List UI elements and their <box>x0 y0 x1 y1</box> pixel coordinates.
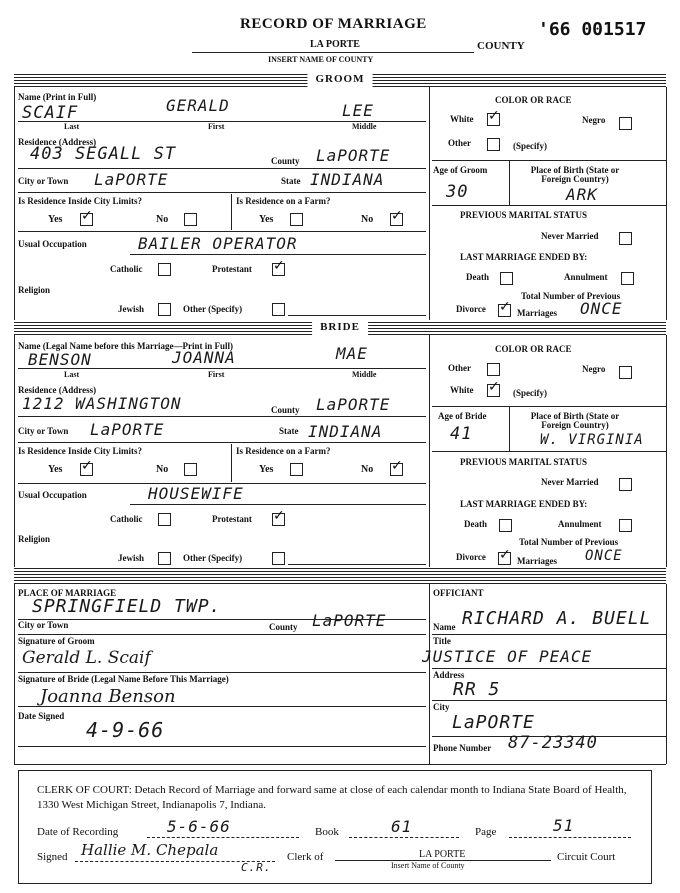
bride-last-name: BENSON <box>28 350 92 369</box>
page-number: 51 <box>553 816 575 835</box>
bride-middle-name: MAE <box>336 344 368 363</box>
groom-residence-label: Residence (Address) <box>18 137 97 147</box>
clerk-instructions: CLERK OF COURT: Detach Record of Marriage and forward same at close of each calendar month to Indiana State Board of Health, 1330 West Michigan Street, Indianapolis 7, Indiana. <box>37 784 627 811</box>
bride-last-marriage-label: LAST MARRIAGE ENDED BY: <box>460 499 588 509</box>
bride-state: INDIANA <box>308 422 383 441</box>
groom-white-label: White <box>450 114 474 124</box>
groom-never-married-checkbox[interactable] <box>619 232 632 245</box>
bride-residence-label: Residence (Address) <box>18 385 97 395</box>
groom-occupation: BAILER OPERATOR <box>138 234 298 253</box>
clerk-county: LA PORTE <box>419 849 466 860</box>
bride-first-label: First <box>208 370 225 379</box>
officiant-phone-label: Phone Number <box>433 743 492 753</box>
groom-protestant-checkbox[interactable]: ✓ <box>273 258 285 274</box>
bride-never-married-checkbox[interactable] <box>619 478 632 491</box>
groom-birth-label: Place of Birth (State or Foreign Country) <box>530 165 620 184</box>
bride-death-checkbox[interactable] <box>499 519 512 532</box>
groom-name-label: Name (Print in Full) <box>18 92 97 102</box>
header-county-value: LA PORTE <box>310 39 360 50</box>
groom-age-label: Age of Groom <box>433 165 488 175</box>
groom-farm-no-label: No <box>361 214 374 225</box>
header-insert-label: INSERT NAME OF COUNTY <box>268 55 374 64</box>
groom-residence: 403 SEGALL ST <box>30 144 177 164</box>
bride-divorce-checkbox[interactable]: ✓ <box>499 547 511 563</box>
page-label: Page <box>475 826 497 838</box>
officiant-address-label: Address <box>433 670 465 680</box>
officiant-name-label: Name <box>433 622 456 632</box>
circuit-court-label: Circuit Court <box>557 851 616 863</box>
officiant-city: LaPORTE <box>452 712 535 733</box>
bride-farm-yes-checkbox[interactable] <box>290 463 303 476</box>
bride-never-married-label: Never Married <box>541 477 599 487</box>
bride-total-label: Total Number of Previous <box>519 537 619 547</box>
bride-annulment-checkbox[interactable] <box>619 519 632 532</box>
signed-label: Signed <box>37 851 68 863</box>
groom-city-label: City or Town <box>18 176 69 186</box>
groom-jewish-checkbox[interactable] <box>158 303 171 316</box>
groom-farm-yes-checkbox[interactable] <box>290 213 303 226</box>
bride-farm-no-label: No <box>361 464 374 475</box>
groom-annulment-label: Annulment <box>564 272 608 282</box>
groom-first-name: GERALD <box>166 96 230 115</box>
groom-other-race-label: Other <box>448 138 471 148</box>
groom-city: LaPORTE <box>94 170 169 189</box>
bride-marriages-count: ONCE <box>585 548 623 564</box>
clerk-box <box>18 770 652 884</box>
groom-protestant-label: Protestant <box>212 264 252 274</box>
bride-residence: 1212 WASHINGTON <box>22 394 182 413</box>
bride-birth-label: Place of Birth (State or Foreign Country) <box>530 411 620 430</box>
book-label: Book <box>315 826 339 838</box>
bride-city-label: City or Town <box>18 426 69 436</box>
bride-name-label: Name (Legal Name before this Marriage—Print in Full) <box>18 341 234 351</box>
bride-occupation-label: Usual Occupation <box>18 490 87 500</box>
groom-never-married-label: Never Married <box>541 231 599 241</box>
bride-section-bar <box>14 320 666 335</box>
officiant-phone: 87-23340 <box>508 733 598 753</box>
recording-date: 5-6-66 <box>167 817 231 836</box>
groom-white-checkbox[interactable]: ✓ <box>488 108 500 124</box>
bride-other-religion-checkbox[interactable] <box>272 552 285 565</box>
groom-divorce-checkbox[interactable]: ✓ <box>499 299 511 315</box>
bride-white-checkbox[interactable]: ✓ <box>488 379 500 395</box>
date-signed-label: Date Signed <box>18 711 65 721</box>
bride-occupation: HOUSEWIFE <box>148 484 244 503</box>
bride-specify-label: (Specify) <box>513 388 547 398</box>
bride-farm-yes-label: Yes <box>259 464 274 475</box>
bride-annulment-label: Annulment <box>558 519 602 529</box>
bride-protestant-label: Protestant <box>212 514 252 524</box>
bride-city-no-checkbox[interactable] <box>184 463 197 476</box>
clerk-signature: Hallie M. Chepala <box>81 841 219 859</box>
groom-last-marriage-label: LAST MARRIAGE ENDED BY: <box>460 252 588 262</box>
groom-divorce-label: Divorce <box>456 304 486 314</box>
bride-divorce-label: Divorce <box>456 552 486 562</box>
bride-city: LaPORTE <box>90 420 165 439</box>
serial-number: '66 001517 <box>538 19 647 40</box>
groom-color-label: COLOR OR RACE <box>495 95 572 105</box>
groom-farm-yes-label: Yes <box>259 214 274 225</box>
bride-farm-no-checkbox[interactable]: ✓ <box>391 458 403 474</box>
groom-signature: Gerald L. Scaif <box>22 648 151 668</box>
bride-age: 41 <box>450 424 473 444</box>
bride-marriages-label: Marriages <box>517 556 557 566</box>
bride-state-label: State <box>279 426 299 436</box>
groom-annulment-checkbox[interactable] <box>621 272 634 285</box>
officiant-address: RR 5 <box>453 679 501 700</box>
groom-farm-label: Is Residence on a Farm? <box>236 196 331 206</box>
bride-signature: Joanna Benson <box>40 686 176 707</box>
groom-city-no-label: No <box>156 214 169 225</box>
officiant-title: JUSTICE OF PEACE <box>422 647 593 666</box>
bride-city-no-label: No <box>156 464 169 475</box>
bride-marital-label: PREVIOUS MARITAL STATUS <box>460 457 588 467</box>
groom-last-label: Last <box>64 122 80 131</box>
groom-other-religion-label: Other (Specify) <box>183 304 243 314</box>
marriage-section-bar <box>14 568 666 584</box>
groom-first-label: First <box>208 122 225 131</box>
header-county-label: COUNTY <box>477 40 525 52</box>
groom-specify-label: (Specify) <box>513 141 547 151</box>
groom-middle-name: LEE <box>342 101 374 120</box>
groom-negro-label: Negro <box>582 115 606 125</box>
groom-city-yes-checkbox[interactable]: ✓ <box>81 208 93 224</box>
marriage-county-label: County <box>269 622 298 632</box>
bride-catholic-checkbox[interactable] <box>158 513 171 526</box>
groom-county: LaPORTE <box>316 146 391 165</box>
groom-negro-checkbox[interactable] <box>619 117 632 130</box>
groom-catholic-checkbox[interactable] <box>158 263 171 276</box>
groom-city-yes-label: Yes <box>48 214 63 225</box>
document-title: RECORD OF MARRIAGE <box>240 16 427 32</box>
bride-signature-label: Signature of Bride (Legal Name Before This Marriage) <box>18 674 229 684</box>
groom-other-religion-checkbox[interactable] <box>272 303 285 316</box>
clerk-signature-suffix: C.R. <box>241 861 272 874</box>
groom-birth: ARK <box>566 185 598 204</box>
bride-section-label: BRIDE <box>312 320 368 335</box>
groom-section-label: GROOM <box>308 72 373 87</box>
marriage-county: LaPORTE <box>312 611 387 630</box>
groom-marriages-count: ONCE <box>580 299 623 318</box>
bride-negro-label: Negro <box>582 364 606 374</box>
bride-middle-label: Middle <box>352 370 377 379</box>
groom-section-bar <box>14 72 666 87</box>
officiant-label: OFFICIANT <box>433 588 484 598</box>
bride-city-yes-label: Yes <box>48 464 63 475</box>
date-signed: 4-9-66 <box>86 718 165 742</box>
bride-county-label: County <box>271 405 300 415</box>
bride-first-name: JOANNA <box>172 348 236 367</box>
bride-birth: W. VIRGINIA <box>540 432 644 448</box>
bride-death-label: Death <box>464 519 487 529</box>
bride-farm-label: Is Residence on a Farm? <box>236 446 331 456</box>
officiant-city-label: City <box>433 702 450 712</box>
groom-inside-city-label: Is Residence Inside City Limits? <box>18 196 143 206</box>
groom-catholic-label: Catholic <box>110 264 143 274</box>
groom-marital-label: PREVIOUS MARITAL STATUS <box>460 210 588 220</box>
groom-death-checkbox[interactable] <box>500 272 513 285</box>
bride-white-label: White <box>450 385 474 395</box>
place-of-marriage-label: PLACE OF MARRIAGE <box>18 588 117 598</box>
recording-date-label: Date of Recording <box>37 826 119 838</box>
book-number: 61 <box>391 817 413 836</box>
groom-county-label: County <box>271 156 300 166</box>
bride-jewish-label: Jewish <box>118 553 145 563</box>
groom-city-no-checkbox[interactable] <box>184 213 197 226</box>
groom-religion-label: Religion <box>18 285 51 295</box>
officiant-name: RICHARD A. BUELL <box>462 608 652 629</box>
clerk-insert-label: Insert Name of County <box>391 861 465 870</box>
groom-age: 30 <box>446 182 469 202</box>
groom-jewish-label: Jewish <box>118 304 145 314</box>
bride-inside-city-label: Is Residence Inside City Limits? <box>18 446 143 456</box>
bride-age-label: Age of Bride <box>438 411 487 421</box>
bride-city-yes-checkbox[interactable]: ✓ <box>81 458 93 474</box>
groom-signature-label: Signature of Groom <box>18 636 95 646</box>
officiant-title-label: Title <box>433 636 451 646</box>
bride-color-label: COLOR OR RACE <box>495 344 572 354</box>
groom-farm-no-checkbox[interactable]: ✓ <box>391 208 403 224</box>
groom-state: INDIANA <box>310 170 385 189</box>
groom-other-race-checkbox[interactable] <box>487 138 500 151</box>
bride-religion-label: Religion <box>18 534 51 544</box>
clerk-of-label: Clerk of <box>287 851 324 863</box>
groom-state-label: State <box>281 176 301 186</box>
bride-negro-checkbox[interactable] <box>619 366 632 379</box>
marriage-city-label: City or Town <box>18 620 69 630</box>
bride-last-label: Last <box>64 370 80 379</box>
groom-total-label: Total Number of Previous <box>521 291 621 301</box>
bride-other-religion-label: Other (Specify) <box>183 553 243 563</box>
place-of-marriage: SPRINGFIELD TWP. <box>32 596 222 617</box>
bride-other-race-label: Other <box>448 363 471 373</box>
bride-jewish-checkbox[interactable] <box>158 552 171 565</box>
bride-protestant-checkbox[interactable]: ✓ <box>273 508 285 524</box>
bride-county: LaPORTE <box>316 395 391 414</box>
bride-other-race-checkbox[interactable] <box>487 363 500 376</box>
groom-middle-label: Middle <box>352 122 377 131</box>
groom-death-label: Death <box>466 272 489 282</box>
groom-occupation-label: Usual Occupation <box>18 239 87 249</box>
groom-last-name: SCAIF <box>22 103 79 123</box>
groom-marriages-label: Marriages <box>517 308 557 318</box>
bride-catholic-label: Catholic <box>110 514 143 524</box>
